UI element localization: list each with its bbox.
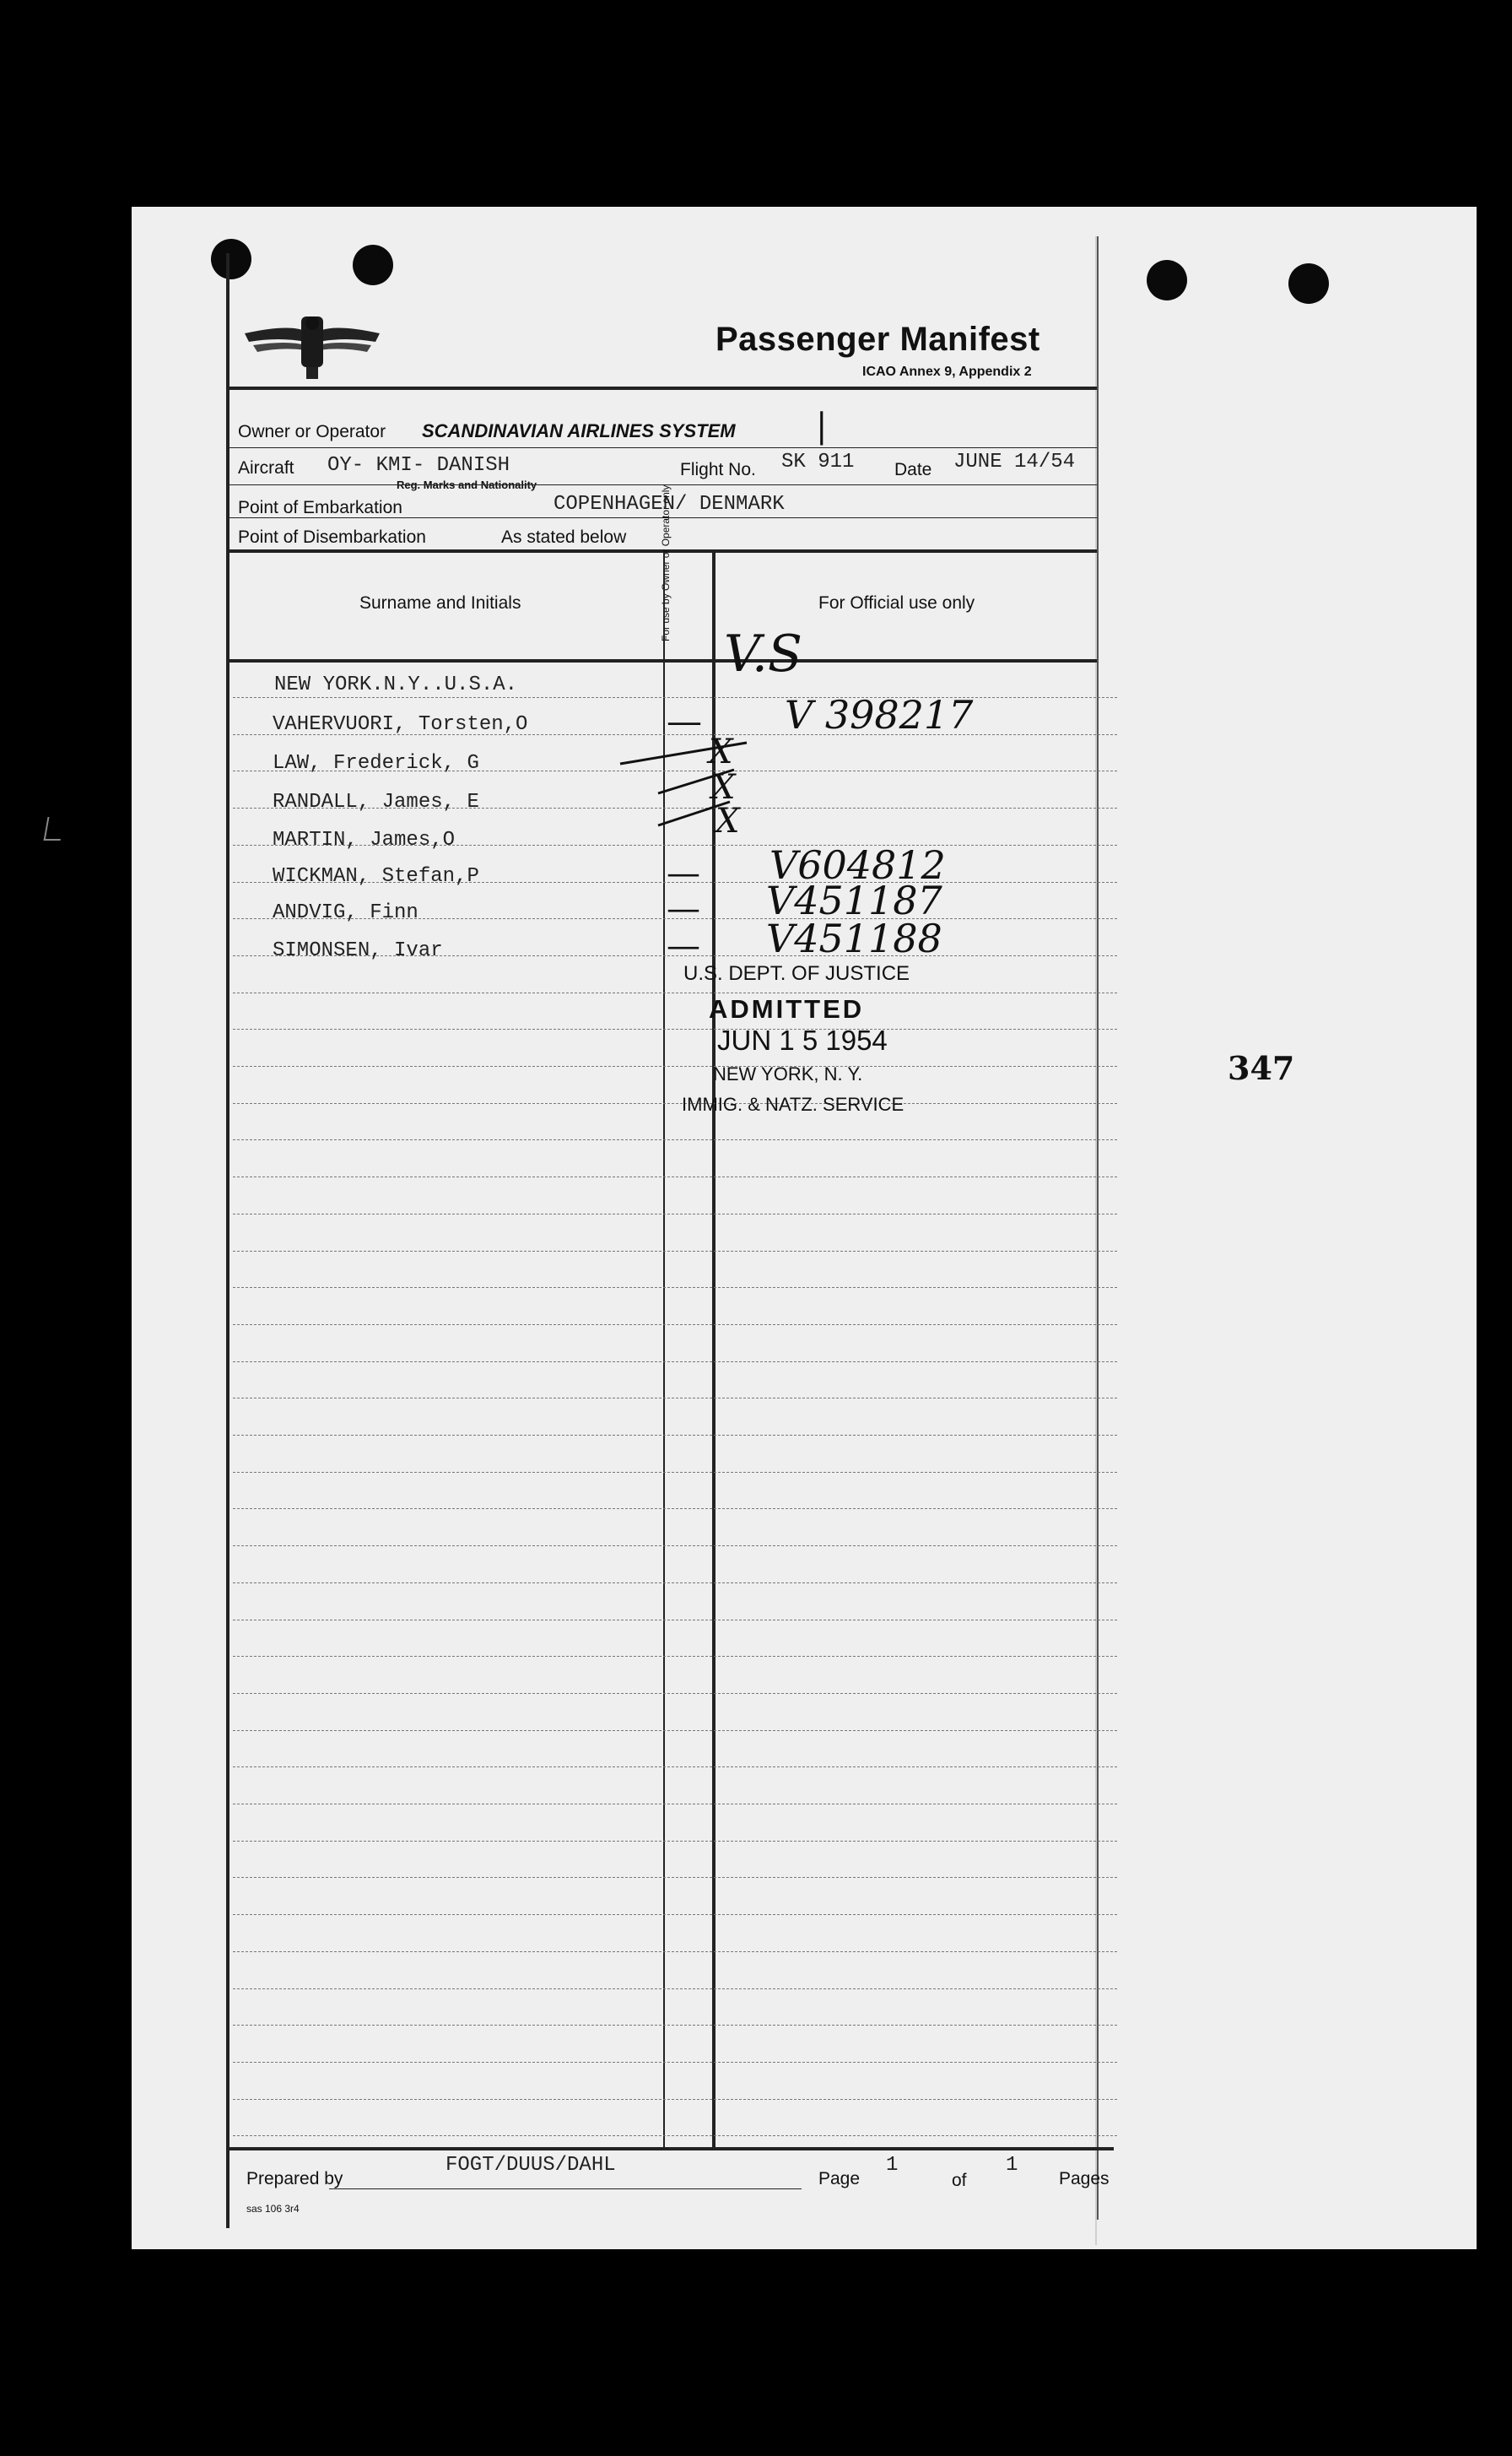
stamp-service: IMMIG. & NATZ. SERVICE [682, 1094, 904, 1115]
stamp-dept: U.S. DEPT. OF JUSTICE [683, 962, 910, 985]
owner-operator-value: SCANDINAVIAN AIRLINES SYSTEM [422, 420, 736, 441]
passenger-name-2: LAW, Frederick, G [273, 752, 479, 775]
passenger-name-4: MARTIN, James,O [273, 829, 456, 852]
stamp-admitted: ADMITTED [709, 994, 865, 1024]
operator-mark-1: — [667, 701, 702, 742]
official-column-header: For Official use only [818, 593, 975, 613]
footer-top-rule [228, 2147, 1114, 2150]
table-row-rule [233, 1103, 1117, 1104]
margin-mark [44, 817, 65, 841]
flight-no-value: SK 911 [781, 451, 855, 473]
table-row-rule [233, 1914, 1117, 1915]
table-row-rule [233, 1029, 1117, 1030]
passenger-name-7: SIMONSEN, Ivar [273, 939, 443, 962]
official-note-6: V451187 [766, 878, 942, 923]
prepared-by-label: Prepared by [246, 2169, 343, 2188]
official-note-0: V.S [724, 625, 803, 684]
table-row-rule [233, 1582, 1117, 1583]
disembarkation-label: Point of Disembarkation [238, 527, 426, 547]
table-row-rule [233, 2135, 1117, 2136]
table-row-rule [233, 1656, 1117, 1657]
official-note-7: V451188 [766, 916, 942, 961]
table-row-rule [233, 2025, 1117, 2026]
table-row-rule [233, 2099, 1117, 2100]
punch-hole-1 [211, 239, 251, 279]
prepared-by-rule [329, 2188, 802, 2189]
of-label: of [952, 2171, 967, 2190]
operator-column-header: For use by Owner or Operator only [660, 484, 672, 641]
table-row-rule [233, 1766, 1117, 1767]
table-row-rule [233, 1988, 1117, 1989]
official-note-1: V 398217 [785, 692, 974, 738]
sheet-number: 347 [1228, 1049, 1295, 1087]
table-row-rule [233, 1435, 1117, 1436]
table-row-rule [233, 1877, 1117, 1878]
table-row-rule [233, 1693, 1117, 1694]
owner-operator-label: Owner or Operator [238, 422, 386, 441]
table-row-rule [233, 1730, 1117, 1731]
passenger-name-3: RANDALL, James, E [273, 791, 479, 814]
table-row-rule [233, 1251, 1117, 1252]
official-note-5: V604812 [770, 842, 946, 888]
table-row-rule [233, 1951, 1117, 1952]
as-stated-below: As stated below [501, 527, 627, 547]
form-code: sas 106 3r4 [246, 2203, 300, 2215]
prepared-by-value: FOGT/DUUS/DAHL [446, 2154, 616, 2177]
form-right-border [1097, 236, 1099, 2220]
cancel-strokes [591, 726, 759, 861]
manifest-subtitle: ICAO Annex 9, Appendix 2 [862, 365, 1032, 379]
reg-marks-caption: Reg. Marks and Nationality [397, 479, 537, 491]
pages-label: Pages [1059, 2169, 1110, 2188]
passenger-name-1: VAHERVUORI, Torsten,O [273, 713, 528, 736]
date-value: JUNE 14/54 [953, 451, 1076, 473]
passenger-name-destination: NEW YORK.N.Y..U.S.A. [274, 674, 518, 696]
surname-column-header: Surname and Initials [359, 593, 521, 613]
table-row-rule [233, 1545, 1117, 1546]
aircraft-value: OY- KMI- DANISH [327, 454, 510, 477]
table-row-rule [233, 1066, 1117, 1067]
operator-mark-5: — [667, 854, 700, 893]
table-row-rule [233, 1841, 1117, 1842]
header-rule [228, 387, 1097, 390]
owner-row-rule [228, 447, 1097, 448]
page-of-value: 1 [1006, 2154, 1018, 2177]
table-row-rule [233, 1287, 1117, 1288]
owner-check-mark: | [816, 407, 828, 446]
flight-no-label: Flight No. [680, 460, 756, 479]
date-label: Date [894, 460, 932, 479]
stamp-date: JUN 1 5 1954 [717, 1025, 888, 1056]
operator-mark-7: — [667, 927, 700, 966]
punch-hole-4 [1288, 263, 1329, 304]
operator-mark-4: X [716, 802, 740, 841]
operator-mark-6: — [667, 890, 700, 928]
punch-hole-2 [353, 245, 393, 285]
table-row-rule [233, 2062, 1117, 2063]
stamp-city: NEW YORK, N. Y. [713, 1063, 863, 1085]
embarkation-label: Point of Embarkation [238, 498, 402, 517]
manifest-title: Passenger Manifest [716, 321, 1040, 358]
film-gap-right [1485, 0, 1512, 2456]
aircraft-label: Aircraft [238, 458, 294, 478]
table-header-rule [228, 659, 1097, 663]
airline-logo-icon [240, 308, 384, 384]
table-row-rule [233, 1324, 1117, 1325]
page-label: Page [818, 2169, 861, 2188]
table-row-rule [233, 1361, 1117, 1362]
table-row-rule [233, 1139, 1117, 1140]
table-row-rule [233, 1508, 1117, 1509]
passenger-name-5: WICKMAN, Stefan,P [273, 865, 479, 888]
passenger-name-6: ANDVIG, Finn [273, 901, 418, 924]
operator-mark-2: X [709, 733, 733, 771]
table-row-rule [233, 697, 1117, 698]
page-value: 1 [886, 2154, 899, 2177]
table-row-rule [233, 1472, 1117, 1473]
operator-mark-3: X [711, 768, 736, 807]
embarkation-value: COPENHAGEN/ DENMARK [554, 493, 785, 516]
punch-hole-3 [1147, 260, 1187, 300]
